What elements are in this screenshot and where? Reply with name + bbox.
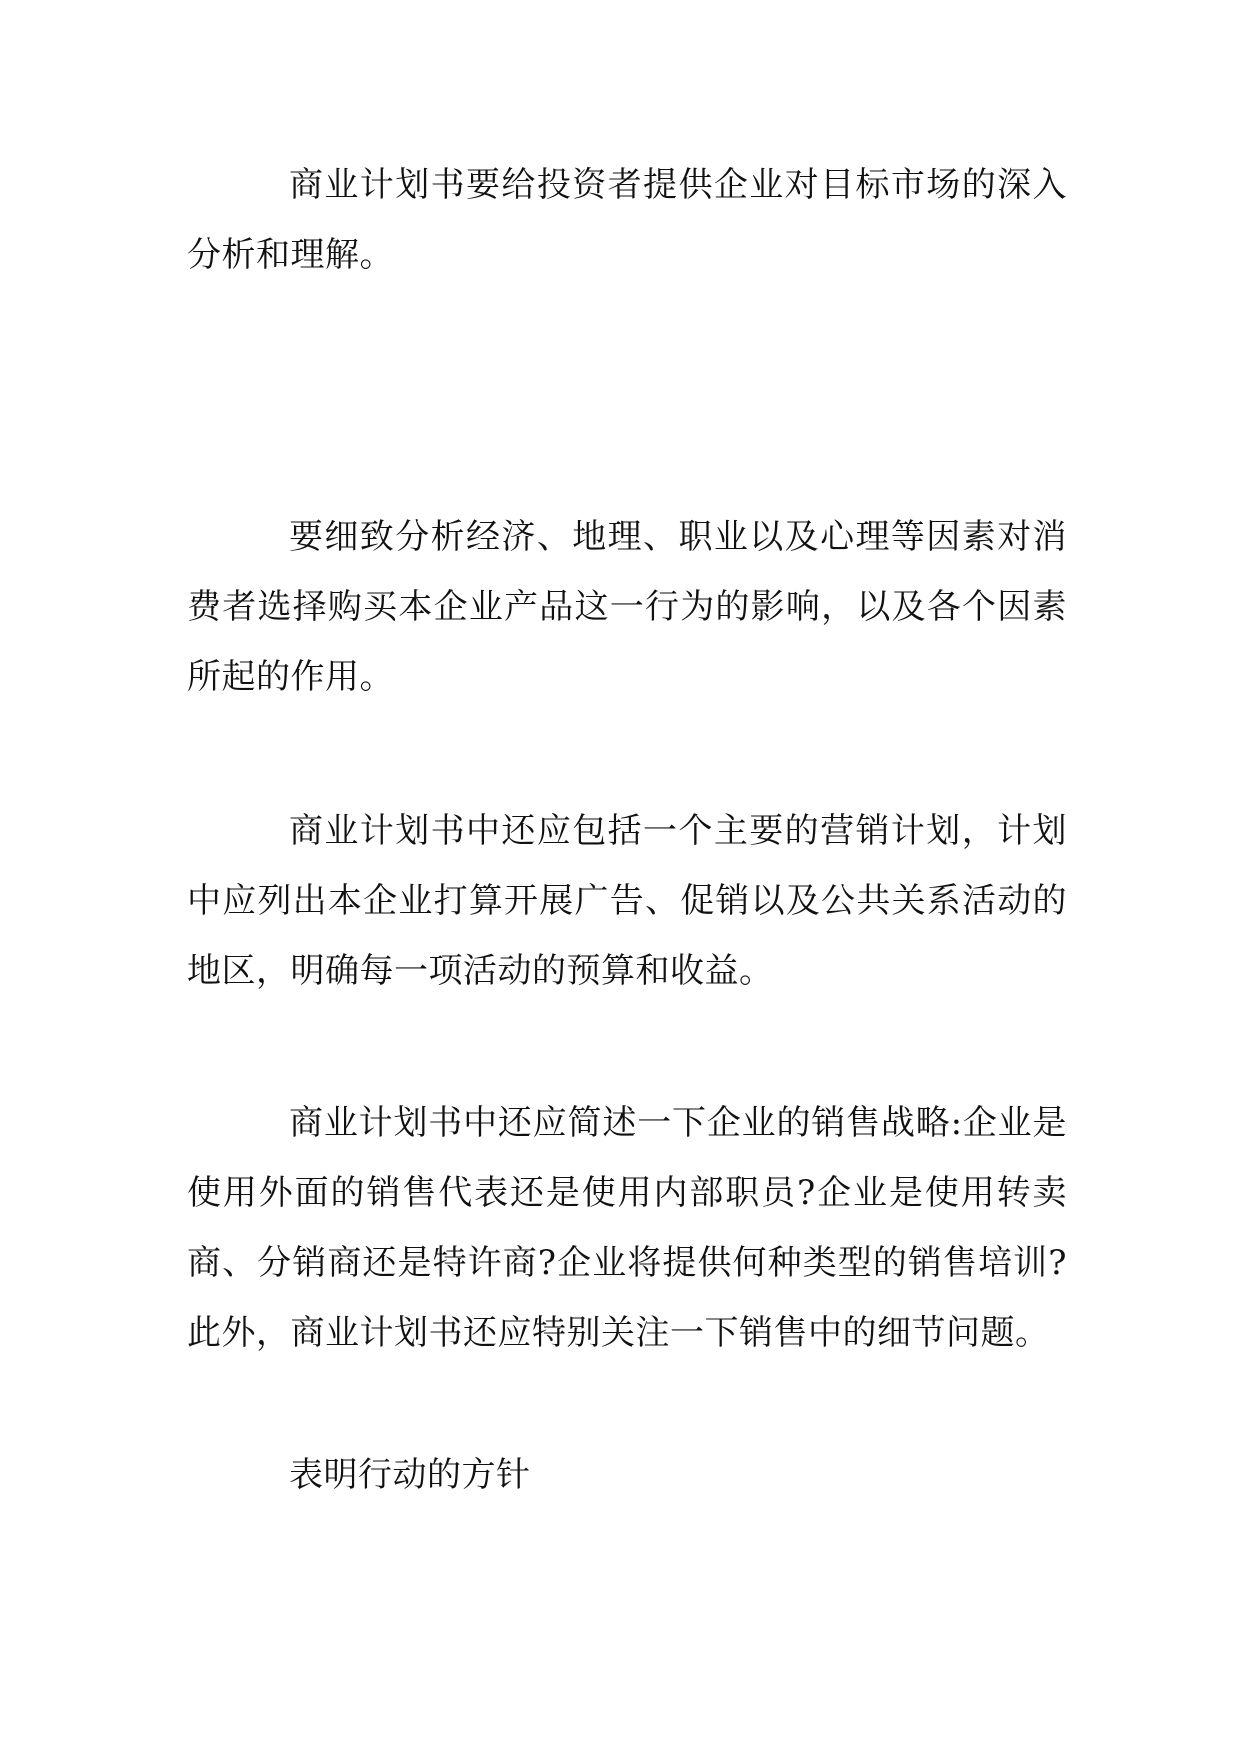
- paragraph-sales-strategy: 商业计划书中还应简述一下企业的销售战略:企业是使用外面的销售代表还是使用内部职员?企业是使用转卖商、分销商还是特许商?企业将提供何种类型的销售培训?此外，商业计划书还应特别关注一下销售中的细节问题。: [187, 1103, 1067, 1353]
- paragraph-consumer-factors: 要细致分析经济、地理、职业以及心理等因素对消费者选择购买本企业产品这一行为的影响，以及各个因素所起的作用。: [187, 517, 1067, 697]
- section-heading-action-policy: 表明行动的方针: [289, 1455, 531, 1495]
- paragraph-marketing-plan: 商业计划书中还应包括一个主要的营销计划，计划中应列出本企业打算开展广告、促销以及公共关系活动的地区，明确每一项活动的预算和收益。: [187, 811, 1067, 991]
- paragraph-market-analysis: 商业计划书要给投资者提供企业对目标市场的深入分析和理解。: [187, 165, 1067, 275]
